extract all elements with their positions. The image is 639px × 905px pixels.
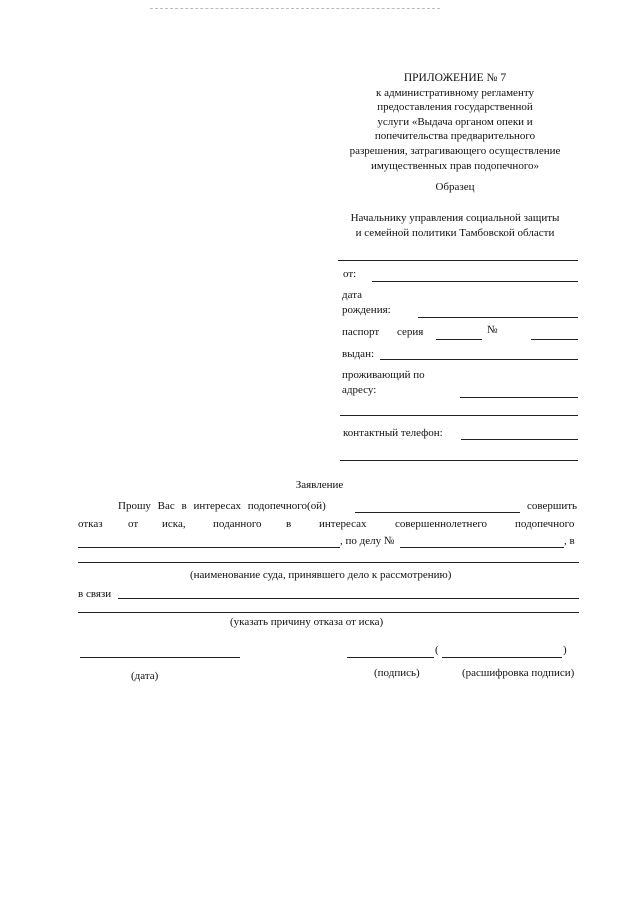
number-label: № (487, 324, 498, 336)
ward-name-line[interactable] (355, 512, 520, 513)
phone-label: контактный телефон: (343, 427, 443, 439)
address-line-2[interactable] (340, 415, 578, 416)
decode-open-paren: ( (435, 644, 439, 656)
addressee-line: и семейной политики Тамбовской области (355, 226, 555, 239)
series-label: серия (397, 326, 424, 338)
reason-caption: (указать причину отказа от иска) (230, 616, 384, 628)
decode-line[interactable] (442, 657, 562, 658)
appendix-line: разрешения, затрагивающего осуществление (349, 144, 561, 157)
reason-line-2[interactable] (78, 612, 579, 613)
statement-word: поданного (213, 518, 262, 530)
date-caption: (дата) (131, 670, 159, 682)
statement-intro: Прошу Вас в интересах подопечного(ой) (118, 500, 326, 512)
phone-extra-line[interactable] (340, 460, 578, 461)
statement-commit: совершить (527, 500, 578, 512)
birth-label-1: дата (342, 289, 363, 301)
statement-title: Заявление (295, 479, 344, 491)
passport-number-line[interactable] (531, 339, 578, 340)
appendix-line: предоставления государственной (377, 101, 533, 114)
statement-word: иска, (162, 518, 186, 530)
addressee-block (330, 211, 580, 240)
appendix-line: услуги «Выдача органом опеки и (377, 115, 533, 128)
statement-word: от (128, 518, 139, 530)
applicant-name-line[interactable] (338, 260, 578, 261)
issued-line[interactable] (380, 359, 578, 360)
issued-label: выдан: (342, 348, 375, 360)
residing-label-1: проживающий по (342, 369, 425, 381)
decode-caption: (расшифровка подписи) (462, 667, 575, 679)
scan-top-mark (150, 8, 440, 9)
appendix-line: попечительства предварительного (374, 130, 536, 143)
birth-date-line[interactable] (418, 317, 578, 318)
ward-adult-name-line[interactable] (78, 547, 340, 548)
sign-caption: (подпись) (374, 667, 420, 679)
statement-word: в (286, 518, 292, 530)
decode-close-paren: ) (563, 644, 567, 656)
statement-word: отказ (78, 518, 103, 530)
court-name-line[interactable] (78, 562, 579, 563)
appendix-header (330, 71, 580, 173)
birth-label-2: рождения: (342, 304, 391, 316)
from-label: от: (343, 268, 357, 280)
sample-label: Образец (435, 181, 475, 193)
statement-word: подопечного (515, 518, 575, 530)
case-label: , по делу № (340, 535, 395, 547)
case-suffix: , в (564, 535, 575, 547)
phone-line[interactable] (461, 439, 578, 440)
statement-word: интересах (319, 518, 367, 530)
address-line-1[interactable] (460, 397, 578, 398)
passport-series-line[interactable] (436, 339, 482, 340)
from-line[interactable] (372, 281, 578, 282)
addressee-line: Начальнику управления социальной защиты (350, 212, 560, 224)
residing-label-2: адресу: (342, 384, 377, 396)
signature-line[interactable] (347, 657, 434, 658)
appendix-line: имущественных прав подопечного» (370, 159, 540, 172)
reason-label: в связи (78, 588, 112, 600)
appendix-title: ПРИЛОЖЕНИЕ № 7 (403, 72, 507, 84)
court-caption: (наименование суда, принявшего дело к рассмотрению) (190, 569, 452, 581)
statement-word: совершеннолетнего (395, 518, 488, 530)
appendix-line: к административному регламенту (376, 86, 534, 99)
date-line[interactable] (80, 657, 240, 658)
reason-line-1[interactable] (118, 598, 579, 599)
case-number-line[interactable] (400, 547, 564, 548)
passport-label: паспорт (342, 326, 380, 338)
